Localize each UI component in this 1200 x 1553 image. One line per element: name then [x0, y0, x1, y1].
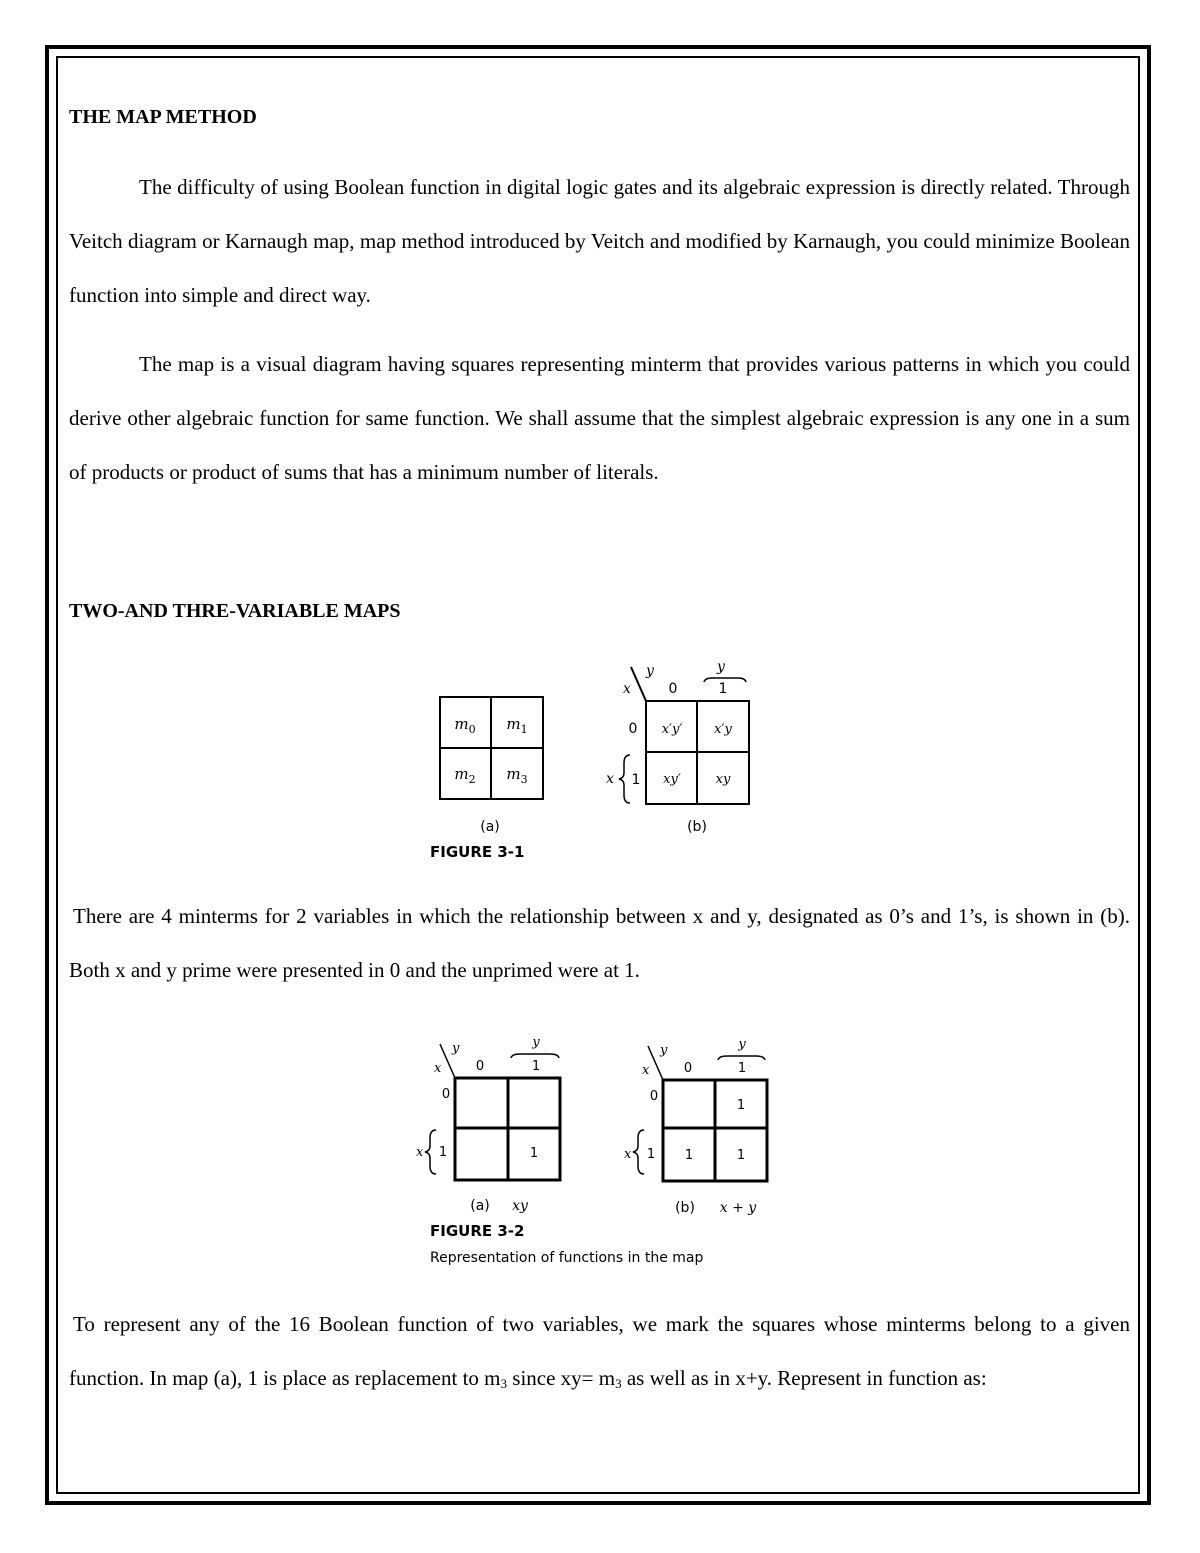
- map-b-col-label-1: 1: [718, 681, 728, 697]
- map-a-cell-m3: $m_3$: [506, 765, 528, 786]
- map-b-row-label-0: 0: [628, 721, 638, 737]
- fig2-map-b-var-y-top: y: [738, 1037, 746, 1052]
- fig2-map-a-var-y-top: y: [532, 1035, 540, 1050]
- fig2-map-a-col-label-0: 0: [475, 1059, 485, 1074]
- map-b-col-label-0: 0: [668, 681, 678, 697]
- fig2-map-a-cell-3: 1: [529, 1146, 539, 1161]
- paragraph-minterms: There are 4 minterms for 2 variables in which the relationship between x and y, designated as 0’s and 1’s, is shown in (b). Both x and y prime were presented in 0 and the unprimed were at 1.: [69, 904, 1130, 982]
- paragraph-representation-part2: since xy= m: [507, 1366, 616, 1390]
- fig2-map-b-cell-2: 1: [684, 1148, 694, 1163]
- map-a-cell-m0: $m_0$: [454, 715, 476, 736]
- map-b-var-y: y: [646, 663, 654, 679]
- map-a-cell-m1: $m_1$: [506, 715, 528, 736]
- fig2-map-b-var-x: x: [642, 1063, 650, 1078]
- map-b-var-y-top: y: [717, 659, 725, 675]
- figure-3-1-caption-a: (a): [480, 819, 500, 835]
- fig2-map-b-col-label-1: 1: [737, 1061, 747, 1076]
- fig2-map-a-col-label-1: 1: [531, 1059, 541, 1074]
- map-b-row-label-1: 1: [631, 772, 641, 788]
- fig2-map-a-var-x-side: x: [416, 1145, 424, 1160]
- figure-3-2-caption-b-letter: (b): [675, 1200, 695, 1216]
- fig2-map-b-cell-1: 1: [736, 1098, 746, 1113]
- figure-3-2-caption-a-letter: (a): [470, 1198, 490, 1214]
- figure-3-1: [420, 655, 780, 870]
- map-b-var-x: x: [623, 681, 631, 697]
- fig2-map-b-var-y: y: [660, 1043, 668, 1058]
- map-b-cell-x-y-prime: xy′: [663, 772, 681, 787]
- subscript-3-first: 3: [500, 1376, 508, 1391]
- figure-3-2-caption-a-fn: xy: [512, 1198, 528, 1214]
- fig2-map-b-var-x-side: x: [624, 1147, 632, 1162]
- paragraph-representation-part1: To represent any of the 16 Boolean function of two variables, we mark the squares whose minterms belong to a given function. In map (a), 1 is place as replacement to m: [69, 1312, 1130, 1390]
- paragraph-representation-part3: as well as in x+y. Represent in function as:: [621, 1366, 987, 1390]
- heading-two-three-variable-maps: TWO-AND THRE-VARIABLE MAPS: [69, 600, 401, 622]
- paragraph-representation: [69, 1297, 1130, 1405]
- map-b-cell-x-y: xy: [715, 772, 731, 787]
- figure-3-2-map-a: [455, 1078, 560, 1180]
- fig2-map-b-row-label-1: 1: [646, 1147, 656, 1162]
- fig2-map-a-row-label-0: 0: [441, 1087, 451, 1102]
- map-a-cell-m2: $m_2$: [454, 765, 476, 786]
- fig2-map-a-row-label-1: 1: [438, 1145, 448, 1160]
- fig2-map-a-var-x: x: [434, 1061, 442, 1076]
- heading-map-method: THE MAP METHOD: [69, 106, 257, 128]
- fig2-map-b-cell-3: 1: [736, 1148, 746, 1163]
- fig2-map-b-row-label-0: 0: [649, 1089, 659, 1104]
- fig2-map-a-var-y: y: [452, 1041, 460, 1056]
- figure-3-2-map-b: [663, 1080, 767, 1181]
- paragraph-map-description: The map is a visual diagram having squares representing minterm that provides various patterns in which you could derive other algebraic function for same function. We shall assume that the simplest algebraic expression is any one in a sum of products or product of sums that has a minimum number of literals.: [69, 352, 1130, 484]
- subscript-3-second: 3: [615, 1376, 622, 1391]
- map-b-var-x-side: x: [606, 771, 614, 787]
- figure-3-2: [410, 1030, 790, 1270]
- map-b-cell-x-prime-y-prime: x′y′: [661, 722, 683, 737]
- paragraph-intro: The difficulty of using Boolean function in digital logic gates and its algebraic expression is directly related. Through Veitch diagram or Karnaugh map, map method introduced by Veitch and modified by Karnaugh, you could minimize Boolean function into simple and direct way.: [69, 175, 1130, 307]
- map-b-cell-x-prime-y: x′y: [714, 722, 732, 737]
- figure-3-1-title: FIGURE 3-1: [430, 843, 525, 861]
- fig2-map-b-col-label-0: 0: [683, 1061, 693, 1076]
- figure-3-2-subtitle: Representation of functions in the map: [430, 1250, 704, 1266]
- figure-3-2-title: FIGURE 3-2: [430, 1222, 525, 1240]
- figure-3-1-caption-b: (b): [687, 819, 707, 835]
- figure-3-2-caption-b-fn: x + y: [719, 1200, 757, 1216]
